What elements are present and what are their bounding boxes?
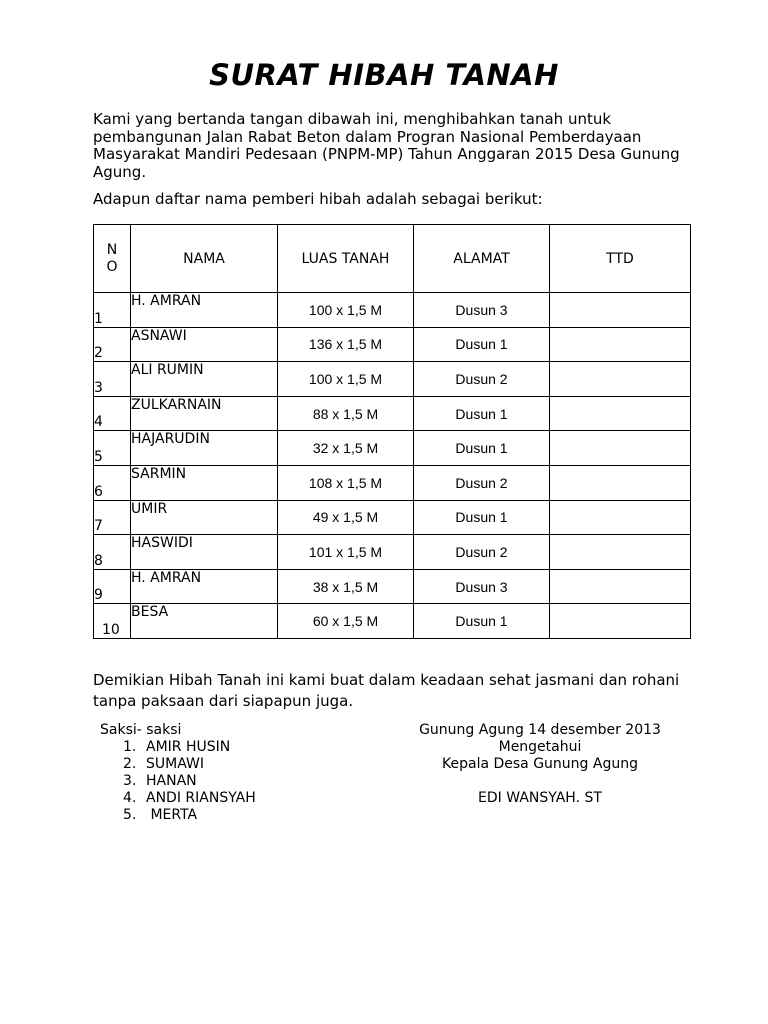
cell-ttd [550,604,691,639]
cell-no: 6 [94,465,131,500]
cell-ttd [550,535,691,570]
witness-name: HANAN [146,773,197,789]
cell-ttd [550,293,691,328]
cell-no: 8 [94,535,131,570]
cell-no: 5 [94,431,131,466]
signature-space [390,773,690,790]
cell-nama: ALI RUMIN [131,362,278,397]
cell-luas-tanah: 49 x 1,5 M [278,500,414,535]
cell-ttd [550,431,691,466]
cell-no: 4 [94,396,131,431]
signature-acknowledged: Mengetahui [498,739,582,755]
witness-item [123,756,256,773]
cell-luas-tanah: 100 x 1,5 M [278,362,414,397]
cell-nama: SARMIN [131,465,278,500]
header-alamat: ALAMAT [414,225,550,293]
witness-item [123,739,256,756]
cell-alamat: Dusun 3 [414,293,550,328]
cell-ttd [550,500,691,535]
table-row [94,535,691,570]
witness-item [123,773,256,790]
witness-number: 4. [123,790,137,806]
cell-luas-tanah: 108 x 1,5 M [278,465,414,500]
header-ttd: TTD [550,225,691,293]
table-row [94,604,691,639]
cell-no: 2 [94,327,131,362]
cell-ttd [550,327,691,362]
table-row [94,569,691,604]
table-row [94,362,691,397]
cell-no: 3 [94,362,131,397]
cell-no: 9 [94,569,131,604]
header-no-line1: N [106,241,118,258]
cell-no: 10 [94,604,131,639]
cell-alamat: Dusun 1 [414,396,550,431]
cell-nama: HASWIDI [131,535,278,570]
cell-nama: BESA [131,604,278,639]
cell-luas-tanah: 101 x 1,5 M [278,535,414,570]
cell-luas-tanah: 88 x 1,5 M [278,396,414,431]
witnesses-block [100,722,256,824]
cell-ttd [550,362,691,397]
cell-alamat: Dusun 1 [414,604,550,639]
cell-nama: ZULKARNAIN [131,396,278,431]
witnesses-heading: Saksi- saksi [100,722,182,738]
signature-block [390,722,690,807]
cell-luas-tanah: 38 x 1,5 M [278,569,414,604]
closing-paragraph: Demikian Hibah Tanah ini kami buat dalam keadaan sehat jasmani dan rohani tanpa paksaan dari siapapun juga. [93,671,680,710]
table-row [94,327,691,362]
table-row [94,396,691,431]
cell-no: 1 [94,293,131,328]
cell-luas-tanah: 60 x 1,5 M [278,604,414,639]
cell-ttd [550,569,691,604]
witness-item [123,807,256,824]
cell-ttd [550,396,691,431]
cell-alamat: Dusun 1 [414,431,550,466]
header-nama: NAMA [131,225,278,293]
witness-number: 3. [123,773,137,789]
cell-alamat: Dusun 2 [414,362,550,397]
cell-alamat: Dusun 2 [414,465,550,500]
cell-alamat: Dusun 1 [414,327,550,362]
donor-table [93,224,691,639]
table-header-row [94,225,691,293]
cell-luas-tanah: 100 x 1,5 M [278,293,414,328]
document-title: SURAT HIBAH TANAH [209,58,559,92]
table-row [94,293,691,328]
cell-alamat: Dusun 2 [414,535,550,570]
witness-name: ANDI RIANSYAH [146,790,256,806]
header-no [94,225,131,293]
witness-name: MERTA [146,807,198,823]
cell-luas-tanah: 32 x 1,5 M [278,431,414,466]
signature-name: EDI WANSYAH. ST [478,790,602,806]
cell-alamat: Dusun 3 [414,569,550,604]
witness-name: SUMAWI [146,756,204,772]
signature-place-date: Gunung Agung 14 desember 2013 [419,722,661,738]
header-luas-tanah: LUAS TANAH [278,225,414,293]
cell-nama: H. AMRAN [131,569,278,604]
cell-luas-tanah: 136 x 1,5 M [278,327,414,362]
cell-nama: UMIR [131,500,278,535]
donor-table-body [94,293,691,639]
signature-position: Kepala Desa Gunung Agung [442,756,638,772]
table-row [94,500,691,535]
table-row [94,465,691,500]
cell-nama: H. AMRAN [131,293,278,328]
witness-number: 1. [123,739,137,755]
cell-nama: HAJARUDIN [131,431,278,466]
witness-number: 2. [123,756,137,772]
witness-item [123,790,256,807]
list-intro-paragraph: Adapun daftar nama pemberi hibah adalah sebagai berikut: [93,190,543,208]
cell-ttd [550,465,691,500]
intro-paragraph: Kami yang bertanda tangan dibawah ini, menghibahkan tanah untuk pembangunan Jalan Rabat Beton dalam Progran Nasional Pemberdayaan Masyarakat Mandiri Pedesaan (PNPM-MP) Tahun Anggaran 2015 Desa Gunung Agung. [93,110,680,181]
witness-list [100,739,256,824]
table-row [94,431,691,466]
header-no-line2: O [106,258,118,275]
cell-no: 7 [94,500,131,535]
cell-alamat: Dusun 1 [414,500,550,535]
witness-name: AMIR HUSIN [146,739,231,755]
cell-nama: ASNAWI [131,327,278,362]
witness-number: 5. [123,807,137,823]
